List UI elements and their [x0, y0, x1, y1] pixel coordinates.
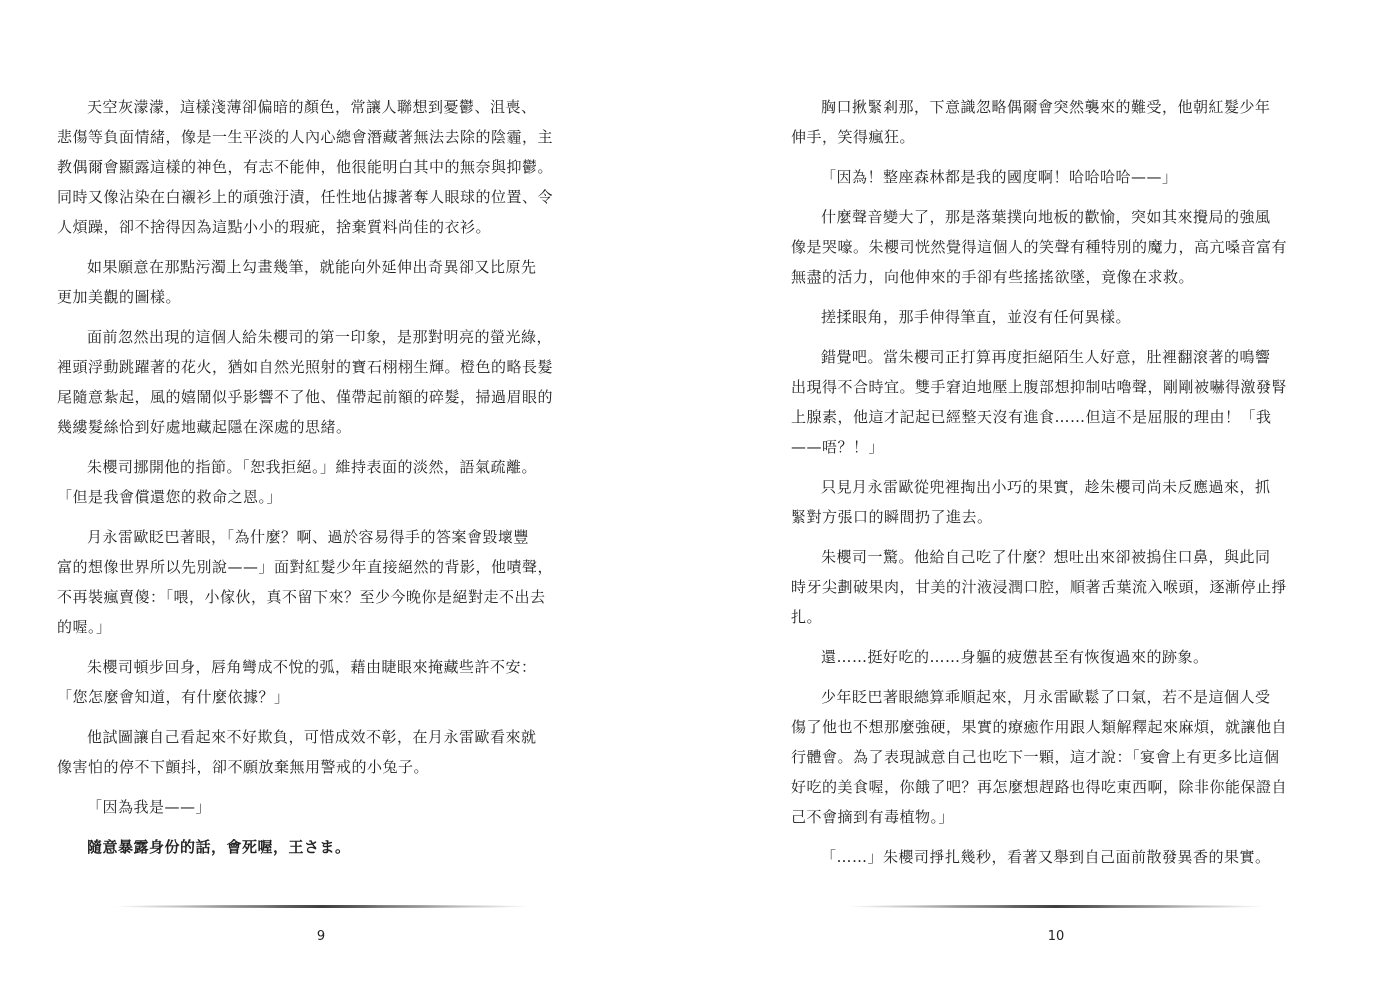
paragraph: 朱櫻司挪開他的指節。「恕我拒絕。」維持表面的淡然，語氣疏離。 「但是我會償還您的救命之恩。」 — [57, 458, 538, 506]
paragraph: 如果願意在那點污濁上勾畫幾筆，就能向外延伸出奇異卻又比原先 更加美觀的圖樣。 — [57, 258, 537, 306]
right-page-text — [791, 92, 1326, 882]
paragraph: 「因為！整座森林都是我的國度啊！哈哈哈哈——」 — [821, 168, 1178, 186]
footer-divider — [112, 905, 532, 908]
paragraph: 只見月永雷歐從兜裡掏出小巧的果實，趁朱櫻司尚未反應過來，抓 緊對方張口的瞬間扔了進去。 — [791, 478, 1271, 526]
paragraph: 胸口揪緊剎那，下意識忽略偶爾會突然襲來的難受，他朝紅髮少年 伸手，笑得瘋狂。 — [791, 98, 1271, 146]
paragraph: 朱櫻司頓步回身，唇角彎成不悅的弧，藉由睫眼來掩藏些許不安： 「您怎麼會知道，有什麼依據？」 — [57, 658, 537, 706]
right-page — [700, 0, 1400, 992]
paragraph: 朱櫻司一驚。他給自己吃了什麼？想吐出來卻被摀住口鼻，與此同 時牙尖劃破果肉，甘美的汁液浸潤口腔，順著舌葉流入喉頭，逐漸停止掙 扎。 — [791, 548, 1288, 626]
page-number: 9 — [316, 929, 326, 944]
paragraph: 錯覺吧。當朱櫻司正打算再度拒絕陌生人好意，肚裡翻滾著的鳴響 出現得不合時宜。雙手窘迫地壓上腹部想抑制咕嚕聲，剛剛被嚇得激發腎 上腺素，他這才記起已經整天沒有進食……但這不是屈服的理由！「我 ——唔？！」 — [791, 348, 1288, 456]
paragraph: 「因為我是——」 — [87, 798, 212, 816]
paragraph: 他試圖讓自己看起來不好欺負，可惜成效不彰，在月永雷歐看來就 像害怕的停不下顫抖，卻不願放棄無用警戒的小兔子。 — [57, 728, 537, 776]
bold-paragraph: 隨意暴露身份的話，會死喔，王さま。 — [87, 838, 351, 856]
paragraph: 「……」朱櫻司掙扎幾秒，看著又舉到自己面前散發異香的果實。 — [821, 848, 1271, 866]
paragraph: 什麼聲音變大了，那是落葉撲向地板的歡愉，突如其來攪局的強風 像是哭嚎。朱櫻司恍然覺得這個人的笑聲有種特別的魔力，高亢嗓音富有 無盡的活力，向他伸來的手卻有些搖搖欲墜，竟像在求救。 — [791, 208, 1288, 286]
paragraph: 月永雷歐眨巴著眼，「為什麼？啊、過於容易得手的答案會毀壞豐 富的想像世界所以先別說——」面對紅髮少年直接絕然的背影，他嘖聲， 不再裝瘋賣傻：「喂，小傢伙，真不留下來？至少今晚你是絕對走不出去 的喔。」 — [57, 528, 554, 636]
paragraph: 少年眨巴著眼總算乖順起來，月永雷歐鬆了口氣，若不是這個人受 傷了他也不想那麼強硬，果實的療癒作用跟人類解釋起來麻煩，就讓他自 行體會。為了表現誠意自己也吃下一顆，這才說：「宴會上有更多比這個 好吃的美食喔，你餓了吧？再怎麼想趕路也得吃東西啊，除非你能保證自 己不會摘到有毒植物。」 — [791, 688, 1288, 826]
paragraph: 天空灰濛濛，這樣淺薄卻偏暗的顏色，常讓人聯想到憂鬱、沮喪、 悲傷等負面情緒，像是一生平淡的人內心總會潛藏著無法去除的陰霾，主 教偶爾會顯露這樣的神色，有志不能伸，他很能明白其中的無奈與抑鬱。 同時又像沾染在白襯衫上的頑強汙漬，任性地佔據著奪人眼球的位置、令 人煩躁，卻不捨得因為這點小小的瑕疵，捨棄質料尚佳的衣衫。 — [57, 98, 554, 236]
paragraph: 還……挺好吃的……身軀的疲憊甚至有恢復過來的跡象。 — [821, 648, 1209, 666]
paragraph: 面前忽然出現的這個人給朱櫻司的第一印象，是那對明亮的螢光綠， 裡頭浮動跳躍著的花火，猶如自然光照射的寶石栩栩生輝。橙色的略長髮 尾隨意紮起，風的嬉鬧似乎影響不了他、僅帶起前額的碎髮，掃過眉眼的 幾縷髮絲恰到好處地藏起隱在深處的思緒。 — [57, 328, 554, 436]
page-number: 10 — [1047, 929, 1065, 944]
left-page-text — [57, 92, 607, 872]
paragraph: 搓揉眼角，那手伸得筆直，並沒有任何異樣。 — [821, 308, 1132, 326]
footer-divider — [846, 905, 1266, 908]
